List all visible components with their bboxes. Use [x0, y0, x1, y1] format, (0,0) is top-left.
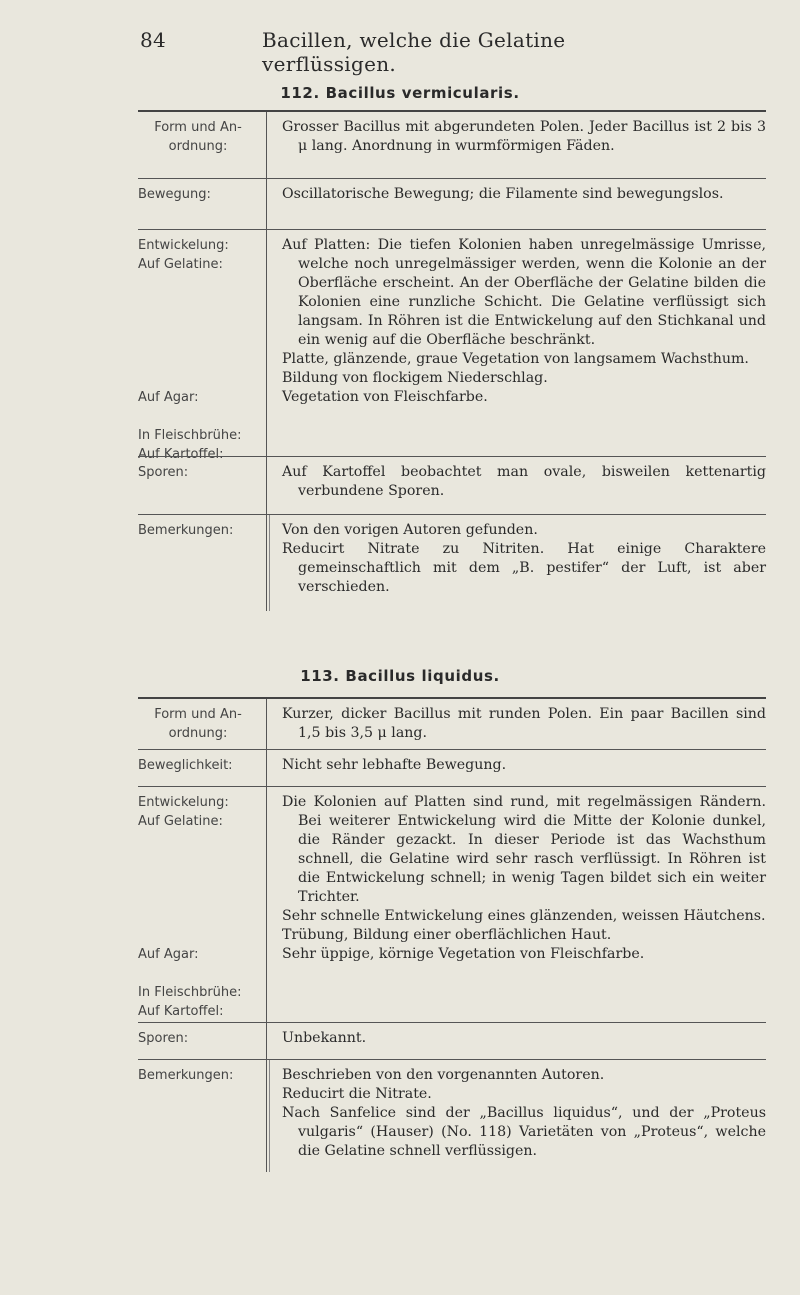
table-row-entwickelung — [138, 229, 766, 462]
row-text — [282, 1060, 766, 1161]
text-kartoffel: Vegetation von Fleischfarbe. — [282, 389, 488, 405]
label-spacer — [138, 407, 258, 426]
table-112 — [138, 110, 766, 611]
row-label: Form und An-ordnung: — [154, 120, 242, 154]
row-text — [282, 112, 766, 156]
table-row-bemerkungen — [138, 514, 766, 611]
row-text — [282, 515, 766, 597]
column-divider — [266, 112, 267, 178]
row-text — [282, 787, 766, 964]
text-agar: Platte, glänzende, graue Vegetation von langsamem Wachsthum. — [282, 351, 749, 367]
sublabel-kartoffel: Auf Kartoffel: — [138, 1004, 224, 1019]
text-gelatine: Auf Platten: Die tiefen Kolonien haben unregelmässige Umrisse, welche noch unregelmässiger werden, wenn die Kolonie an der Oberfläche erscheint. An der Oberfläche der Gelatine bilden die Kolonien eine runzliche Schicht. Die Gelatine verflüssigt sich langsam. In Röhren ist die Entwickelung auf den Stichkanal und ein wenig auf die Oberfläche beschränkt. — [282, 237, 766, 348]
text-remark-2: Reducirt die Nitrate. — [282, 1086, 432, 1102]
row-text-paragraph: Grosser Bacillus mit abgerundeten Polen. Jeder Bacillus ist 2 bis 3 μ lang. Anordnung in wurmförmigen Fäden. — [282, 119, 766, 154]
sublabel-fleischbruehe: In Fleischbrühe: — [138, 428, 242, 443]
text-remark-3: Nach Sanfelice sind der „Bacillus liquidus“, und der „Proteus vulgaris“ (Hauser) (No. 118) Varietäten von „Proteus“, welche die Gelatine schnell verflüssigen. — [282, 1105, 766, 1159]
text-fleischbruehe: Bildung von flockigem Niederschlag. — [282, 370, 548, 386]
sublabel-gelatine: Auf Gelatine: — [138, 257, 223, 272]
sublabel-kartoffel: Auf Kartoffel: — [138, 447, 224, 462]
table-row-sporen — [138, 1022, 766, 1059]
row-text-paragraph: Oscillatorische Bewegung; die Filamente sind bewegungslos. — [282, 186, 724, 202]
row-label: Beweglichkeit: — [138, 758, 233, 773]
table-row-bemerkungen — [138, 1059, 766, 1172]
column-divider-double — [269, 515, 270, 611]
text-kartoffel: Sehr üppige, körnige Vegetation von Fleischfarbe. — [282, 946, 645, 962]
row-label: Entwickelung: — [138, 795, 229, 810]
table-row-form — [138, 697, 766, 749]
text-agar: Sehr schnelle Entwickelung eines glänzenden, weissen Häutchens. — [282, 908, 766, 924]
page-number: 84 — [140, 28, 167, 52]
row-label: Sporen: — [138, 1031, 189, 1046]
section-title-113: 113. Bacillus liquidus. — [300, 667, 500, 685]
table-113 — [138, 697, 766, 1172]
sublabel-agar: Auf Agar: — [138, 947, 199, 962]
row-text — [282, 1023, 766, 1048]
table-row-bewegung — [138, 178, 766, 229]
text-remark-2: Reducirt Nitrate zu Nitriten. Hat einige Charaktere gemeinschaftlich mit dem „B. pestifer“ der Luft, ist aber verschieden. — [282, 541, 766, 595]
label-spacer — [138, 831, 258, 945]
text-fleischbruehe: Trübung, Bildung einer oberflächlichen Haut. — [282, 927, 612, 943]
row-label: Form und An-ordnung: — [154, 707, 242, 741]
page-header-title: Bacillen, welche die Gelatine verflüssigen. — [262, 28, 566, 76]
row-text — [282, 230, 766, 407]
sublabel-agar: Auf Agar: — [138, 390, 199, 405]
row-text-paragraph: Nicht sehr lebhafte Bewegung. — [282, 757, 507, 773]
row-text-paragraph: Auf Kartoffel beobachtet man ovale, bisweilen kettenartig verbundene Sporen. — [282, 464, 766, 499]
row-text — [282, 750, 766, 775]
column-divider — [266, 515, 267, 611]
row-text — [282, 699, 766, 743]
table-row-entwickelung — [138, 786, 766, 1022]
column-divider — [266, 230, 267, 456]
sublabel-gelatine: Auf Gelatine: — [138, 814, 223, 829]
table-row-sporen — [138, 456, 766, 514]
row-label-group — [138, 230, 258, 464]
row-label: Bemerkungen: — [138, 523, 234, 538]
row-text-paragraph: Kurzer, dicker Bacillus mit runden Polen. Ein paar Bacillen sind 1,5 bis 3,5 μ lang. — [282, 706, 766, 741]
row-label: Bemerkungen: — [138, 1068, 234, 1083]
column-divider-double — [269, 1060, 270, 1172]
label-spacer — [138, 274, 258, 388]
row-label: Entwickelung: — [138, 238, 229, 253]
column-divider — [266, 699, 267, 749]
section-title-112: 112. Bacillus vermicularis. — [280, 84, 520, 102]
row-label: Sporen: — [138, 465, 189, 480]
row-label-group — [138, 787, 258, 1021]
column-divider — [266, 1060, 267, 1172]
column-divider — [266, 179, 267, 229]
table-row-form — [138, 110, 766, 178]
column-divider — [266, 787, 267, 1022]
column-divider — [266, 457, 267, 514]
row-text — [282, 457, 766, 501]
sublabel-fleischbruehe: In Fleischbrühe: — [138, 985, 242, 1000]
running-head — [140, 28, 700, 76]
column-divider — [266, 750, 267, 786]
row-text — [282, 179, 766, 204]
text-remark-1: Von den vorigen Autoren gefunden. — [282, 522, 538, 538]
text-remark-1: Beschrieben von den vorgenannten Autoren. — [282, 1067, 605, 1083]
column-divider — [266, 1023, 267, 1059]
row-text-paragraph: Unbekannt. — [282, 1030, 367, 1046]
label-spacer — [138, 964, 258, 983]
text-gelatine: Die Kolonien auf Platten sind rund, mit regelmässigen Rändern. Bei weiterer Entwickelung wird die Mitte der Kolonie dunkel, die Ränder gezackt. In dieser Periode ist das Wachsthum schnell, die Gelatine wird sehr rasch verflüssigt. In Röhren ist die Entwickelung schnell; in wenig Tagen bildet sich ein weiter Trichter. — [282, 794, 766, 905]
table-row-beweglichkeit — [138, 749, 766, 786]
row-label: Bewegung: — [138, 187, 211, 202]
